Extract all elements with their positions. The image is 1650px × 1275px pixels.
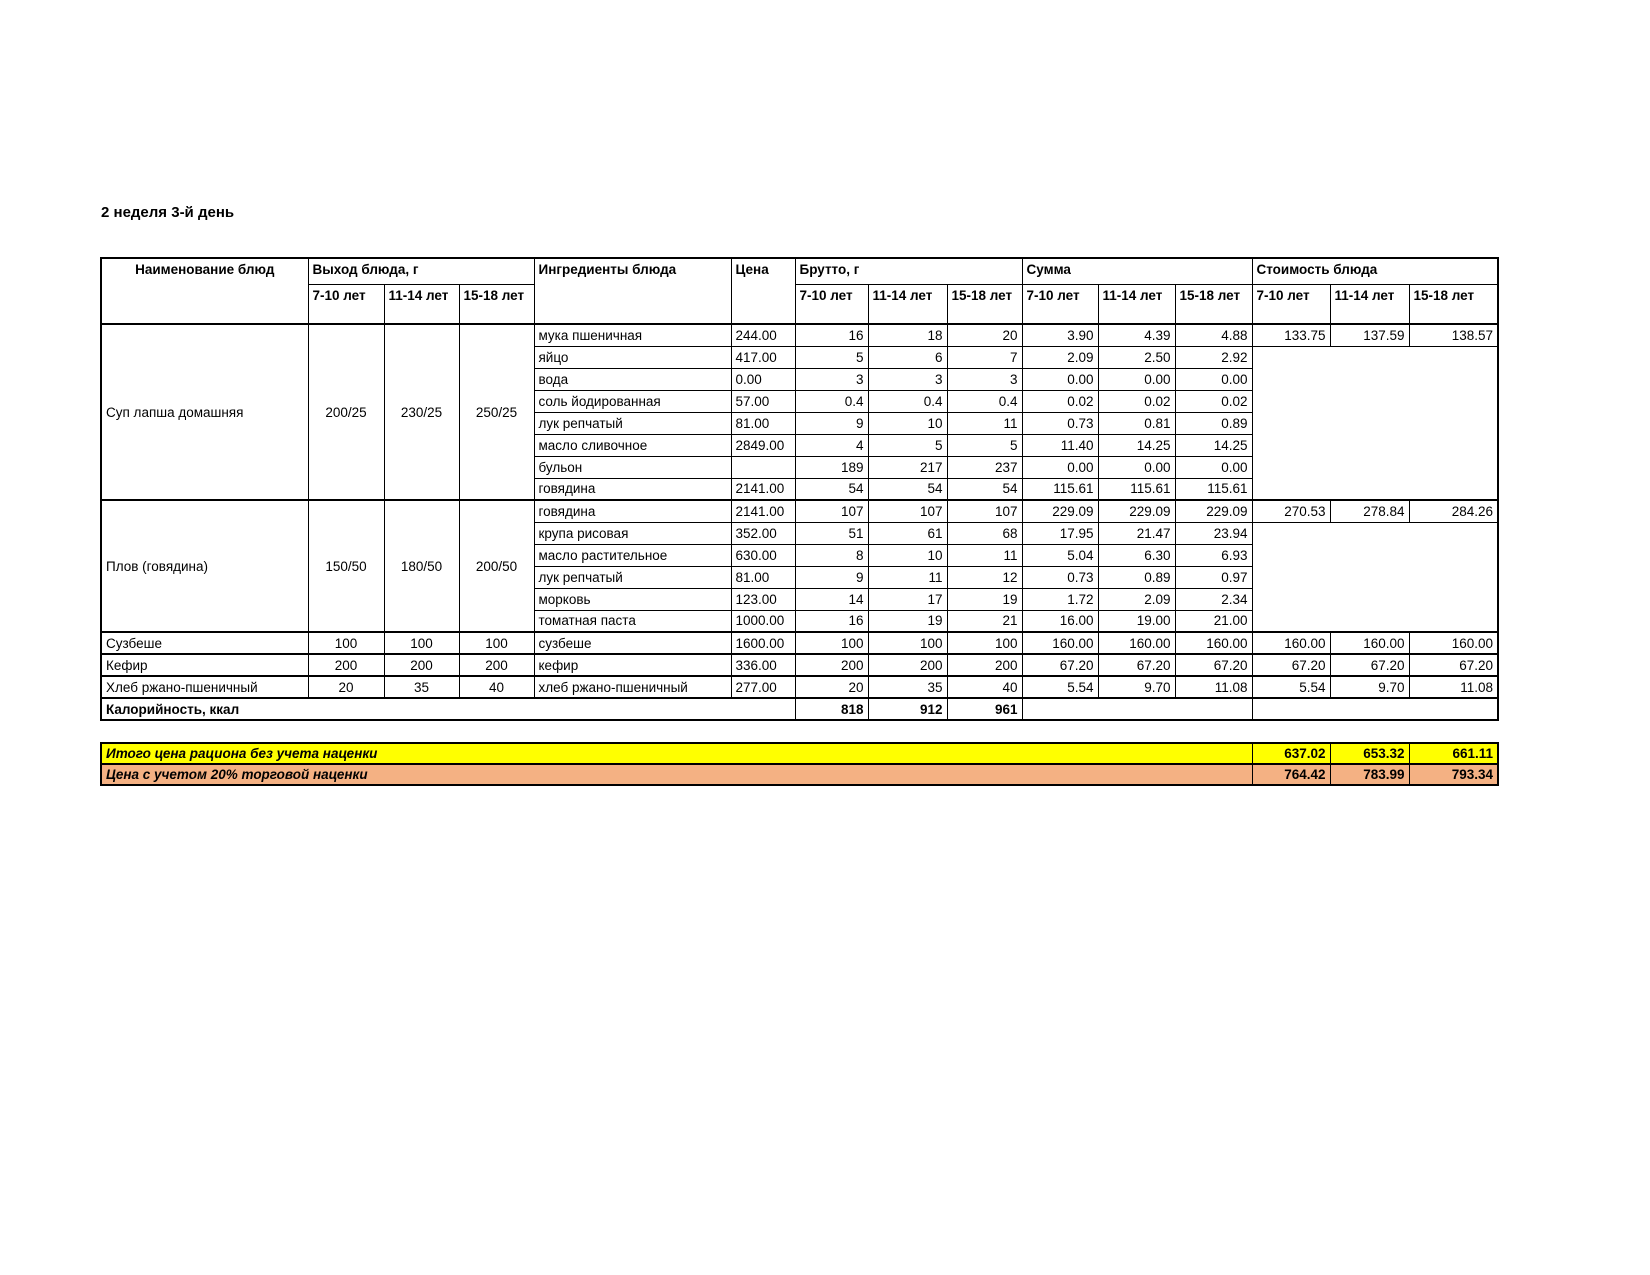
cell-gross: 11	[868, 566, 947, 588]
cell-gross: 0.4	[868, 390, 947, 412]
cell-gross: 51	[795, 522, 868, 544]
cell-sum: 67.20	[1022, 654, 1098, 676]
cell-sum: 14.25	[1098, 434, 1175, 456]
cell-gross: 20	[795, 676, 868, 698]
cell-price: 336.00	[731, 654, 795, 676]
cell-output: 250/25	[459, 324, 534, 500]
cell-price: 1000.00	[731, 610, 795, 632]
cell-gross: 5	[795, 346, 868, 368]
header-age-group: 7-10 лет	[1022, 284, 1098, 324]
cell-sum: 19.00	[1098, 610, 1175, 632]
cell-gross: 5	[947, 434, 1022, 456]
cell-sum: 0.73	[1022, 412, 1098, 434]
cell-sum: 1.72	[1022, 588, 1098, 610]
cell-cost: 284.26	[1409, 500, 1498, 522]
cell-dish-name: Суп лапша домашняя	[101, 324, 308, 500]
table-row	[101, 500, 1498, 522]
cell-price: 352.00	[731, 522, 795, 544]
cell-sum: 160.00	[1022, 632, 1098, 654]
cell-output: 150/50	[308, 500, 384, 632]
cell-cost: 133.75	[1252, 324, 1330, 346]
cell-gross: 20	[947, 324, 1022, 346]
cell-gross: 0.4	[947, 390, 1022, 412]
cell-sum: 160.00	[1098, 632, 1175, 654]
cell-sum: 115.61	[1098, 478, 1175, 500]
cell-gross: 5	[868, 434, 947, 456]
cell-sum: 0.00	[1175, 368, 1252, 390]
cell-gross: 17	[868, 588, 947, 610]
cell-sum: 6.93	[1175, 544, 1252, 566]
header-age-group: 15-18 лет	[1409, 284, 1498, 324]
cell-cost: 11.08	[1409, 676, 1498, 698]
header-age-group: 7-10 лет	[795, 284, 868, 324]
cell-sum: 67.20	[1098, 654, 1175, 676]
cell-gross: 10	[868, 412, 947, 434]
calories-cost-empty	[1252, 698, 1498, 720]
summary-row	[101, 764, 1498, 785]
cell-sum: 4.39	[1098, 324, 1175, 346]
cell-ingredient: вода	[534, 368, 731, 390]
header-age-group: 11-14 лет	[384, 284, 459, 324]
cell-sum: 229.09	[1098, 500, 1175, 522]
summary-label: Итого цена рациона без учета наценки	[101, 743, 1252, 764]
table-row	[101, 632, 1498, 654]
cell-sum: 115.61	[1022, 478, 1098, 500]
cell-sum: 67.20	[1175, 654, 1252, 676]
summary-value: 793.34	[1409, 764, 1498, 785]
cell-sum: 4.88	[1175, 324, 1252, 346]
cell-sum: 21.00	[1175, 610, 1252, 632]
header-age-group: 11-14 лет	[1330, 284, 1409, 324]
cell-output: 200	[308, 654, 384, 676]
header-age-group: 11-14 лет	[868, 284, 947, 324]
cell-sum: 2.92	[1175, 346, 1252, 368]
cell-sum: 2.09	[1022, 346, 1098, 368]
cell-gross: 107	[947, 500, 1022, 522]
cell-ingredient: хлеб ржано-пшеничный	[534, 676, 731, 698]
menu-table	[100, 257, 1499, 721]
summary-label: Цена с учетом 20% торговой наценки	[101, 764, 1252, 785]
cell-sum: 23.94	[1175, 522, 1252, 544]
cell-output: 100	[308, 632, 384, 654]
summary-value: 653.32	[1330, 743, 1409, 764]
cell-gross: 54	[795, 478, 868, 500]
cell-gross: 8	[795, 544, 868, 566]
cell-ingredient: морковь	[534, 588, 731, 610]
cell-sum: 5.54	[1022, 676, 1098, 698]
cell-gross: 12	[947, 566, 1022, 588]
cell-ingredient: масло растительное	[534, 544, 731, 566]
cell-sum: 14.25	[1175, 434, 1252, 456]
cell-price: 277.00	[731, 676, 795, 698]
cell-ingredient: мука пшеничная	[534, 324, 731, 346]
header-ingredients: Ингредиенты блюда	[534, 258, 731, 324]
cell-gross: 3	[868, 368, 947, 390]
header-row-ages	[101, 284, 1498, 324]
cell-gross: 107	[795, 500, 868, 522]
cell-dish-name: Сузбеше	[101, 632, 308, 654]
cell-output: 35	[384, 676, 459, 698]
cell-cost: 67.20	[1252, 654, 1330, 676]
cell-gross: 14	[795, 588, 868, 610]
cell-gross: 6	[868, 346, 947, 368]
cell-gross: 200	[947, 654, 1022, 676]
summary-table	[100, 742, 1499, 786]
cell-ingredient: лук репчатый	[534, 412, 731, 434]
header-age-group: 15-18 лет	[1175, 284, 1252, 324]
cell-dish-name: Хлеб ржано-пшеничный	[101, 676, 308, 698]
cell-gross: 200	[868, 654, 947, 676]
cell-gross: 11	[947, 544, 1022, 566]
cell-sum: 17.95	[1022, 522, 1098, 544]
header-sum: Сумма	[1022, 258, 1252, 284]
cell-price: 2849.00	[731, 434, 795, 456]
cell-gross: 11	[947, 412, 1022, 434]
cell-gross: 107	[868, 500, 947, 522]
cell-gross: 3	[795, 368, 868, 390]
cell-gross: 40	[947, 676, 1022, 698]
cell-sum: 5.04	[1022, 544, 1098, 566]
calories-row	[101, 698, 1498, 720]
cell-output: 100	[459, 632, 534, 654]
cell-sum: 2.09	[1098, 588, 1175, 610]
cell-price: 123.00	[731, 588, 795, 610]
cell-gross: 61	[868, 522, 947, 544]
cell-ingredient: яйцо	[534, 346, 731, 368]
cell-cost: 270.53	[1252, 500, 1330, 522]
cell-gross: 100	[947, 632, 1022, 654]
cell-gross: 21	[947, 610, 1022, 632]
cell-gross: 54	[947, 478, 1022, 500]
cell-ingredient: лук репчатый	[534, 566, 731, 588]
cell-price: 2141.00	[731, 478, 795, 500]
cell-sum: 0.00	[1022, 456, 1098, 478]
cell-gross: 3	[947, 368, 1022, 390]
cell-sum: 9.70	[1098, 676, 1175, 698]
cell-cost: 160.00	[1330, 632, 1409, 654]
cell-sum: 0.89	[1098, 566, 1175, 588]
cell-sum: 0.02	[1098, 390, 1175, 412]
cell-output: 20	[308, 676, 384, 698]
cell-ingredient: бульон	[534, 456, 731, 478]
cell-ingredient: масло сливочное	[534, 434, 731, 456]
cell-sum: 0.97	[1175, 566, 1252, 588]
cell-output: 40	[459, 676, 534, 698]
cell-price: 57.00	[731, 390, 795, 412]
cell-price: 417.00	[731, 346, 795, 368]
cell-sum: 0.81	[1098, 412, 1175, 434]
header-price: Цена	[731, 258, 795, 324]
cell-cost: 138.57	[1409, 324, 1498, 346]
page-title: 2 неделя 3-й день	[101, 204, 235, 221]
cell-gross: 100	[795, 632, 868, 654]
header-row-groups	[101, 258, 1498, 284]
cell-gross: 237	[947, 456, 1022, 478]
cost-empty-area	[1252, 346, 1498, 500]
calories-label: Калорийность, ккал	[101, 698, 795, 720]
cell-sum: 0.02	[1022, 390, 1098, 412]
summary-value: 783.99	[1330, 764, 1409, 785]
table-row	[101, 324, 1498, 346]
cell-sum: 0.02	[1175, 390, 1252, 412]
cell-gross: 9	[795, 566, 868, 588]
cell-price: 2141.00	[731, 500, 795, 522]
cell-sum: 229.09	[1022, 500, 1098, 522]
cell-price	[731, 456, 795, 478]
cell-calories: 818	[795, 698, 868, 720]
cell-ingredient: говядина	[534, 500, 731, 522]
cell-ingredient: сузбеше	[534, 632, 731, 654]
header-age-group: 15-18 лет	[459, 284, 534, 324]
cell-output: 100	[384, 632, 459, 654]
cell-output: 230/25	[384, 324, 459, 500]
cell-gross: 68	[947, 522, 1022, 544]
table-row	[101, 676, 1498, 698]
cell-gross: 54	[868, 478, 947, 500]
cell-output: 200/25	[308, 324, 384, 500]
cell-price: 81.00	[731, 566, 795, 588]
cell-ingredient: говядина	[534, 478, 731, 500]
cell-gross: 9	[795, 412, 868, 434]
cell-gross: 100	[868, 632, 947, 654]
cell-sum: 0.00	[1098, 368, 1175, 390]
cell-sum: 115.61	[1175, 478, 1252, 500]
cell-calories: 912	[868, 698, 947, 720]
cell-gross: 10	[868, 544, 947, 566]
cell-sum: 6.30	[1098, 544, 1175, 566]
cell-gross: 16	[795, 324, 868, 346]
cell-gross: 18	[868, 324, 947, 346]
summary-row	[101, 743, 1498, 764]
cell-cost: 160.00	[1409, 632, 1498, 654]
cell-price: 244.00	[731, 324, 795, 346]
cell-sum: 11.40	[1022, 434, 1098, 456]
header-cost: Стоимость блюда	[1252, 258, 1498, 284]
header-age-group: 7-10 лет	[308, 284, 384, 324]
cell-dish-name: Плов (говядина)	[101, 500, 308, 632]
cell-price: 1600.00	[731, 632, 795, 654]
summary-value: 661.11	[1409, 743, 1498, 764]
cost-empty-area	[1252, 522, 1498, 632]
table-header	[101, 258, 1498, 324]
cell-sum: 2.34	[1175, 588, 1252, 610]
cell-output: 200	[384, 654, 459, 676]
cell-gross: 4	[795, 434, 868, 456]
cell-calories: 961	[947, 698, 1022, 720]
cell-gross: 0.4	[795, 390, 868, 412]
calories-sum-empty	[1022, 698, 1252, 720]
cell-sum: 0.00	[1175, 456, 1252, 478]
cell-cost: 67.20	[1409, 654, 1498, 676]
header-dish-name: Наименование блюд	[101, 258, 308, 324]
cell-gross: 217	[868, 456, 947, 478]
cell-gross: 35	[868, 676, 947, 698]
cell-sum: 0.00	[1098, 456, 1175, 478]
cell-sum: 229.09	[1175, 500, 1252, 522]
cell-ingredient: соль йодированная	[534, 390, 731, 412]
cell-gross: 200	[795, 654, 868, 676]
cell-ingredient: кефир	[534, 654, 731, 676]
cell-cost: 160.00	[1252, 632, 1330, 654]
cell-cost: 137.59	[1330, 324, 1409, 346]
cell-sum: 0.89	[1175, 412, 1252, 434]
cell-sum: 21.47	[1098, 522, 1175, 544]
cell-cost: 9.70	[1330, 676, 1409, 698]
summary-value: 764.42	[1252, 764, 1330, 785]
cell-sum: 0.00	[1022, 368, 1098, 390]
cell-cost: 278.84	[1330, 500, 1409, 522]
cell-price: 630.00	[731, 544, 795, 566]
cell-output: 200/50	[459, 500, 534, 632]
cell-gross: 189	[795, 456, 868, 478]
cell-sum: 2.50	[1098, 346, 1175, 368]
cell-sum: 0.73	[1022, 566, 1098, 588]
cell-sum: 3.90	[1022, 324, 1098, 346]
header-age-group: 15-18 лет	[947, 284, 1022, 324]
cell-price: 81.00	[731, 412, 795, 434]
cell-sum: 16.00	[1022, 610, 1098, 632]
header-output: Выход блюда, г	[308, 258, 534, 284]
cell-output: 180/50	[384, 500, 459, 632]
header-age-group: 11-14 лет	[1098, 284, 1175, 324]
header-age-group: 7-10 лет	[1252, 284, 1330, 324]
cell-ingredient: томатная паста	[534, 610, 731, 632]
cell-ingredient: крупа рисовая	[534, 522, 731, 544]
table-row	[101, 654, 1498, 676]
cell-cost: 5.54	[1252, 676, 1330, 698]
cell-gross: 19	[868, 610, 947, 632]
summary-value: 637.02	[1252, 743, 1330, 764]
header-gross: Брутто, г	[795, 258, 1022, 284]
cell-cost: 67.20	[1330, 654, 1409, 676]
cell-sum: 11.08	[1175, 676, 1252, 698]
cell-sum: 160.00	[1175, 632, 1252, 654]
cell-gross: 19	[947, 588, 1022, 610]
cell-output: 200	[459, 654, 534, 676]
cell-gross: 16	[795, 610, 868, 632]
cell-gross: 7	[947, 346, 1022, 368]
cell-dish-name: Кефир	[101, 654, 308, 676]
cell-price: 0.00	[731, 368, 795, 390]
